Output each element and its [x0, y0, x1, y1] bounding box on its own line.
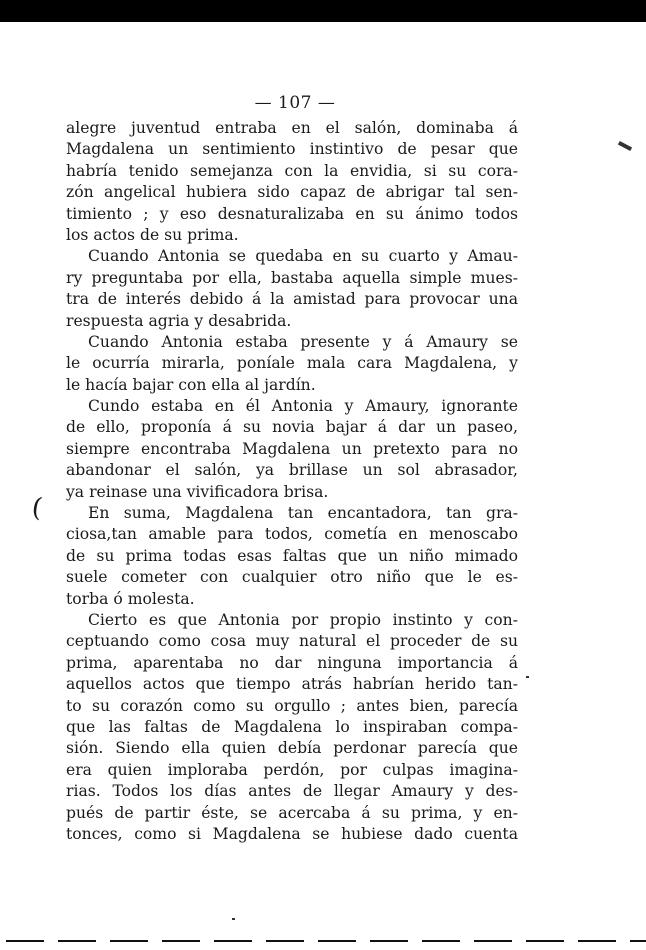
text-line: ry preguntaba por ella, bastaba aquella simple mues-	[66, 268, 518, 287]
text-line: habría tenido semejanza con la envidia, si su cora-	[66, 161, 518, 180]
text-line: de ello, proponía á su novia bajar á dar un paseo,	[66, 418, 518, 437]
bottom-dash	[578, 940, 616, 942]
text-line: timiento ; y eso desnaturalizaba en su ánimo todos	[66, 204, 518, 223]
text-line: respuesta agria y desabrida.	[66, 311, 292, 330]
text-line: ceptuando como cosa muy natural el proceder de su	[66, 632, 518, 651]
text-line: zón angelical hubiera sido capaz de abrigar tal sen-	[66, 183, 518, 202]
text-line: le ocurría mirarla, poníale mala cara Magdalena, y	[66, 354, 518, 373]
text-line: Cuando Antonia estaba presente y á Amaury se	[88, 332, 518, 351]
bottom-dash	[474, 940, 512, 942]
text-line: tra de interés debido á la amistad para provocar una	[66, 290, 518, 309]
text-line: le hacía bajar con ella al jardín.	[66, 375, 316, 394]
bottom-dash	[110, 940, 148, 942]
bottom-dash	[266, 940, 304, 942]
scan-bottom-dashes	[0, 940, 646, 943]
bottom-dash	[630, 940, 646, 942]
text-line: Cuando Antonia se quedaba en su cuarto y Amau-	[88, 247, 518, 266]
text-line: que las faltas de Magdalena lo inspiraban compa-	[66, 717, 518, 736]
text-line: aquellos actos que tiempo atrás habrían herido tan-	[66, 675, 518, 694]
text-line: sión. Siendo ella quien debía perdonar parecía que	[66, 739, 518, 758]
body-text	[66, 118, 518, 845]
text-line: siempre encontraba Magdalena un pretexto para no	[66, 439, 518, 458]
text-line: prima, aparentaba no dar ninguna importancia á	[66, 653, 518, 672]
scan-top-border	[0, 0, 646, 22]
text-line: torba ó molesta.	[66, 589, 195, 608]
bottom-dash	[370, 940, 408, 942]
text-line: rias. Todos los días antes de llegar Amaury y des-	[66, 782, 518, 801]
text-line: tonces, como si Magdalena se hubiese dado cuenta	[66, 824, 518, 843]
text-line: to su corazón como su orgullo ; antes bien, parecía	[66, 696, 518, 715]
text-line: Cierto es que Antonia por propio instinto y con-	[88, 610, 518, 629]
bottom-dash	[422, 940, 460, 942]
margin-pencil-mark: (	[29, 492, 45, 524]
scan-top-gap	[0, 22, 646, 26]
text-line: los actos de su prima.	[66, 225, 239, 244]
ink-speck	[526, 676, 529, 678]
bottom-dash	[526, 940, 564, 942]
text-line: ya reinase una vivificadora brisa.	[66, 482, 329, 501]
margin-ink-mark	[618, 141, 632, 151]
text-line: de su prima todas esas faltas que un niño mimado	[66, 546, 518, 565]
text-line: Magdalena un sentimiento instintivo de pesar que	[66, 140, 518, 159]
bottom-dash	[214, 940, 252, 942]
text-line: suele cometer con cualquier otro niño que le es-	[66, 568, 518, 587]
text-line: En suma, Magdalena tan encantadora, tan gra-	[88, 504, 518, 523]
page-number: — 107 —	[254, 93, 336, 113]
text-line: era quien imploraba perdón, por culpas imagina-	[66, 760, 518, 779]
text-line: pués de partir éste, se acercaba á su prima, y en-	[66, 803, 518, 822]
text-line: abandonar el salón, ya brillase un sol abrasador,	[66, 461, 518, 480]
bottom-dash	[58, 940, 96, 942]
ink-speck	[232, 918, 235, 920]
bottom-dash	[162, 940, 200, 942]
text-line: Cundo estaba en él Antonia y Amaury, ignorante	[88, 397, 518, 416]
bottom-dash	[6, 940, 44, 942]
bottom-dash	[318, 940, 356, 942]
text-line: ciosa,tan amable para todos, cometía en menoscabo	[66, 525, 518, 544]
text-line: alegre juventud entraba en el salón, dominaba á	[66, 119, 518, 137]
